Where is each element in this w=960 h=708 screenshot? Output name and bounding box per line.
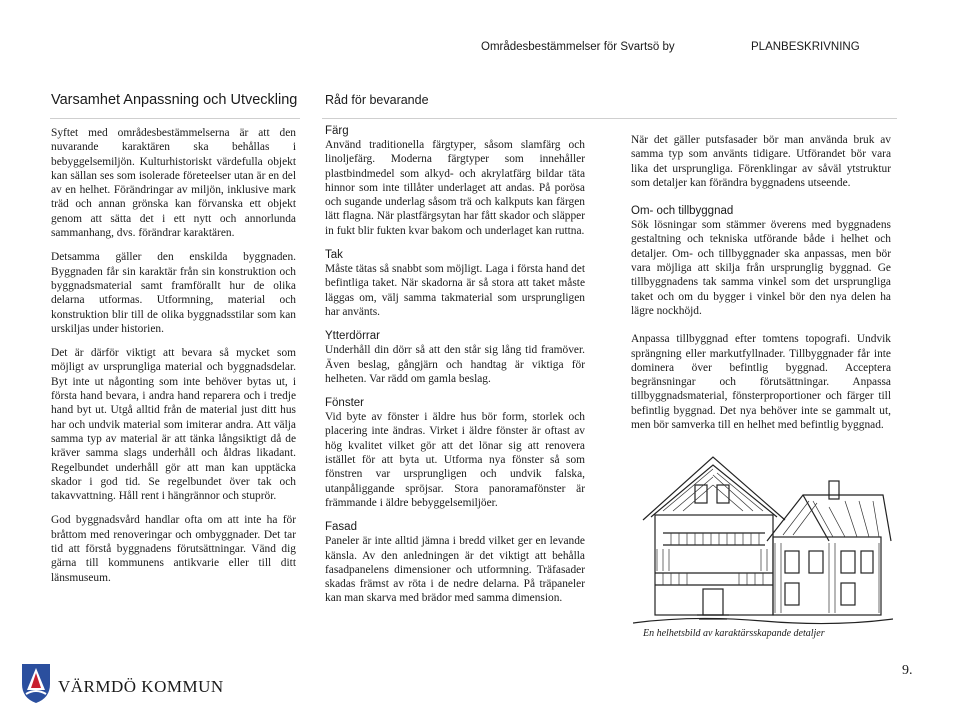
paragraph: God byggnadsvård handlar ofta om att inte ha för bråttom med renoveringar och ombyggnader. Det tar tid att förstå byggnadens förutsättningar. Vänd dig gärna till kommunens antikvarie eller till ditt länsmuseum. xyxy=(51,514,296,584)
subheading: Om- och tillbyggnad xyxy=(631,205,734,218)
municipality-logo-text: VÄRMDÖ KOMMUN xyxy=(58,677,224,696)
section-title: Fönster xyxy=(325,397,364,410)
section-title: Fasad xyxy=(325,521,357,534)
section-text: Måste tätas så snabbt som möjligt. Laga i första hand det befintliga taket. När skadorna är så stora att taket måste läggas om, välj samma takmaterial som ursprungligen har använts. xyxy=(325,263,585,318)
paragraph: Syftet med områdesbestämmelserna är att den nuvarande karaktären ska behållas i bebyggelsemiljön. Kulturhistoriskt värdefulla objekt kan sällan ses som isolerade företeelser utan är en del av en helhet. Förändringar av miljön, inklusive mark träd och annan grönska kan förvanska ett objekt genom att sätta det i ett nytt och annorlunda sammanhang, dvs. förändrar karaktären. xyxy=(51,127,296,240)
section-text: Använd traditionella färgtyper, såsom slamfärg och linoljefärg. Moderna färgtyper som innehåller plastbindmedel som alkyd- och akrylatfärg bildar täta hinnor som inte tillåter underlaget att andas. På porösa och sugande underlag såsom trä och kalkputs kan färgen lätt flagna. När plastfärgsytan har fått skador och släpper in fukt blir fukten kvar bakom och underlaget kan ruttna. xyxy=(325,139,585,237)
paragraph: Anpassa tillbyggnad efter tomtens topografi. Undvik sprängning eller markutfyllnader. Tillbyggnader får inte dominera över befintlig byggnad. Acceptera begränsningar och förutsättningar. Anpassa tillbyggnadsmaterial, fönsterproportioner och färger till befintlig byggnad. Det nya behöver inte se gammalt ut, men bör samverka till en helhet med befintlig byggnad. xyxy=(631,333,891,432)
section-fonster xyxy=(325,396,585,510)
section-title: Färg xyxy=(325,125,349,137)
section-label: PLANBESKRIVNING xyxy=(751,41,860,53)
section-ytterdorrar xyxy=(325,329,585,386)
paragraph: Det är därför viktigt att bevara så mycket som möjligt av ursprungliga material och byggnadsdelar. Byt inte ut någonting som inte behöver bytas ut, i första hand bevara, i andra hand reparera och i tredje hand byt ut. Utgå alltid från de material just ditt hus har och undvik material som imiterar andra. Att välja samma typ av material är att tänka långsiktigt då de kräver samma slags underhåll och åldras likadant. Regelbundet underhåll gör att man kan upptäcka skador i god tid. Se regelbundet över tak och takavvattning. Håll rent i hängrännor och stuprör. xyxy=(51,347,296,503)
column-1 xyxy=(51,126,296,595)
column2-heading: Råd för bevarande xyxy=(325,93,429,107)
image-caption: En helhetsbild av karaktärsskapande detaljer xyxy=(643,628,825,639)
section-text: Vid byte av fönster i äldre hus bör form, storlek och placering inte ändras. Virket i äldre fönster är oftast av hög kvalitet vilket gör att det lönar sig att renovera istället för att byta ut. Utforma nya fönster så som fönstren var ursprungligen och undvik falska, utanpåliggande spröjsar. Stora panoramafönster är främmande i äldre bebyggelsemiljöer. xyxy=(325,411,585,509)
section-farg xyxy=(325,124,585,238)
document-title: Områdesbestämmelser för Svartsö by xyxy=(481,41,675,53)
section-text: Underhåll din dörr så att den står sig lång tid framöver. Även beslag, gångjärn och handtag är viktiga för helheten. Var rädd om gamla beslag. xyxy=(325,344,585,385)
section-text: Paneler är inte alltid jämna i bredd vilket ger en levande känsla. Av den anledningen är det viktigt att behålla fasadpanelens dimensioner och utformning. Träfasader skadas främst av röta i de nedre delarna. På träpaneler kan man skarva med brädor med samma dimension. xyxy=(325,535,585,605)
page-number: 9. xyxy=(902,663,913,678)
column-3 xyxy=(631,133,891,442)
column1-heading: Varsamhet Anpassning och Utveckling xyxy=(51,92,298,108)
divider-right xyxy=(322,118,897,119)
paragraph: Detsamma gäller den enskilda byggnaden. Byggnaden får sin karaktär från sin konstruktion och byggnadsmaterial samt framförallt hur de olika delarna utformas. Utformning, material och konstruktion blir till de olika byggnadsstilar som kan urskiljas under historien. xyxy=(51,251,296,335)
section-title: Ytterdörrar xyxy=(325,330,380,343)
varmdo-coat-of-arms-icon xyxy=(20,662,52,704)
section-title: Tak xyxy=(325,249,343,262)
paragraph: Sök lösningar som stämmer överens med byggnadens gestaltning och tekniska utförande både i helhet och detaljer. Om- och tillbyggnader ska anpassas, men bör vara möjliga att skilja från ursprunglig byggnad. Ge tillbyggnadens tak samma vinkel som det ursprungliga taket och om du bygger i vinkel bör den nya delen ha lägre nockhöjd. xyxy=(631,219,891,317)
divider-left xyxy=(50,118,300,119)
section-tak xyxy=(325,248,585,319)
section-fasad xyxy=(325,520,585,605)
paragraph: När det gäller putsfasader bör man använda bruk av samma typ som använts tidigare. Utförandet bör vara lika det ursprungliga. Förenklingar av såväl ytstruktur som detaljer kan förändra byggnadens utseende. xyxy=(631,134,891,189)
house-illustration xyxy=(633,445,893,627)
column-2 xyxy=(325,124,585,616)
